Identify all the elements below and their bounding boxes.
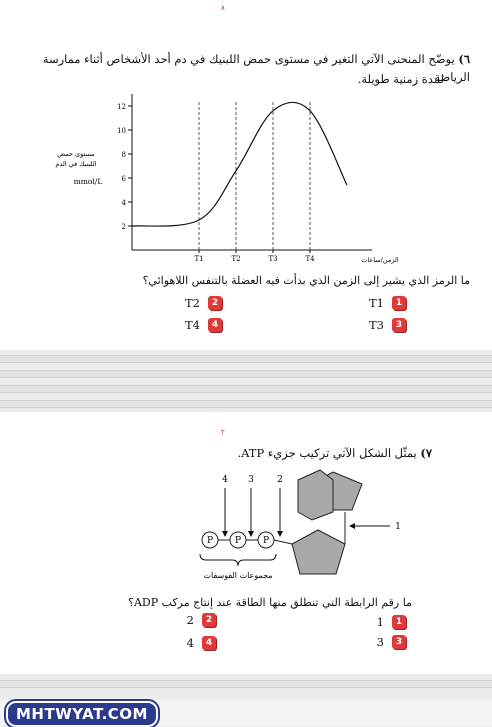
x-tick-label: T1 (194, 255, 204, 263)
diagram-label-3: 3 (248, 475, 254, 485)
phosphate-symbol: P (234, 536, 242, 546)
x-tick-label: T3 (268, 255, 278, 263)
page-divider (0, 680, 492, 688)
page-number: ٢ (221, 428, 225, 436)
chart-guide-lines (199, 102, 310, 250)
atp-structure-diagram (0, 462, 492, 592)
q6-option-3[interactable]: 3 T3 (369, 318, 406, 332)
page-divider (0, 355, 492, 363)
diagram-label-1: 1 (395, 522, 401, 532)
y-tick-label: 10 (117, 127, 126, 135)
q6-option-2[interactable]: 2 T2 (185, 296, 222, 310)
phosphate-brace (200, 554, 276, 566)
question-7-text: ٧) يمثّل الشكل الآتي تركيب جزيء ATP. (237, 446, 432, 460)
chart-axes (132, 94, 372, 250)
q6-option-1[interactable]: 1 T1 (369, 296, 406, 310)
question-6-text-line2: لمدة زمنية طويلة. (357, 72, 444, 86)
worksheet-page-1 (0, 0, 492, 350)
y-tick-label: 12 (117, 103, 126, 111)
option-number-badge: 3 (392, 635, 406, 649)
question-6-text: ٦) يوضّح المنحنى الآتي التغير في مستوى حمض اللبنيك في دم أحد الأشخاص أثناء ممارسة الرياضة (42, 52, 470, 84)
q7-option-1[interactable]: 1 1 (377, 615, 406, 629)
diagram-label-4: 4 (222, 475, 228, 485)
page-divider (0, 385, 492, 393)
option-number-badge: 2 (202, 613, 216, 627)
page-divider (0, 370, 492, 378)
chart-ylabel-line2: اللبنيك في الدم (55, 160, 97, 168)
x-tick-label: T2 (231, 255, 241, 263)
question-6-prompt: ما الرمز الذي يشير إلى الزمن الذي بدأت فيه العضلة بالتنفس اللاهوائي؟ (142, 274, 470, 287)
chart-ylabel-line1: مستوى حمض (57, 150, 95, 158)
diagram-label-2: 2 (277, 475, 283, 485)
page-number: ٨ (221, 4, 225, 12)
option-number-badge: 2 (208, 296, 222, 310)
q7-option-3[interactable]: 3 3 (377, 635, 406, 649)
chart-line-series (132, 102, 347, 226)
option-number-badge: 4 (208, 318, 222, 332)
sugar-pentagon (292, 530, 345, 574)
site-watermark: MHTWYAT.COM (6, 701, 158, 727)
lactic-acid-chart (0, 90, 492, 270)
chart-unit: mmol/L (73, 177, 103, 186)
option-number-badge: 3 (392, 318, 406, 332)
phosphate-symbol: P (262, 536, 270, 546)
option-number-badge: 1 (392, 296, 406, 310)
q6-option-4[interactable]: 4 T4 (185, 318, 222, 332)
q7-option-2[interactable]: 2 2 (187, 613, 216, 627)
option-number-badge: 1 (392, 615, 406, 629)
chart-x-ticks (194, 250, 315, 263)
phosphate-symbol: P (206, 536, 214, 546)
question-number: ٦) (458, 52, 470, 66)
chart-y-ticks (117, 103, 132, 231)
y-tick-label: 6 (121, 175, 126, 183)
y-tick-label: 4 (121, 199, 126, 207)
base-hexagon (298, 470, 333, 520)
chart-xlabel: الزمن/ساعات (361, 256, 399, 264)
y-tick-label: 2 (121, 223, 126, 231)
phosphate-group-caption: مجموعات الفوسفات (203, 571, 273, 580)
option-number-badge: 4 (202, 636, 216, 650)
question-number: ٧) (420, 446, 432, 460)
page-divider (0, 400, 492, 408)
question-7-prompt: ما رقم الرابطة التي تنطلق منها الطاقة عند إنتاج مركب ADP؟ (128, 596, 412, 609)
worksheet-page-2 (0, 412, 492, 674)
x-tick-label: T4 (305, 255, 315, 263)
y-tick-label: 8 (121, 151, 126, 159)
connector-line (274, 540, 292, 544)
q7-option-4[interactable]: 4 4 (187, 636, 216, 650)
